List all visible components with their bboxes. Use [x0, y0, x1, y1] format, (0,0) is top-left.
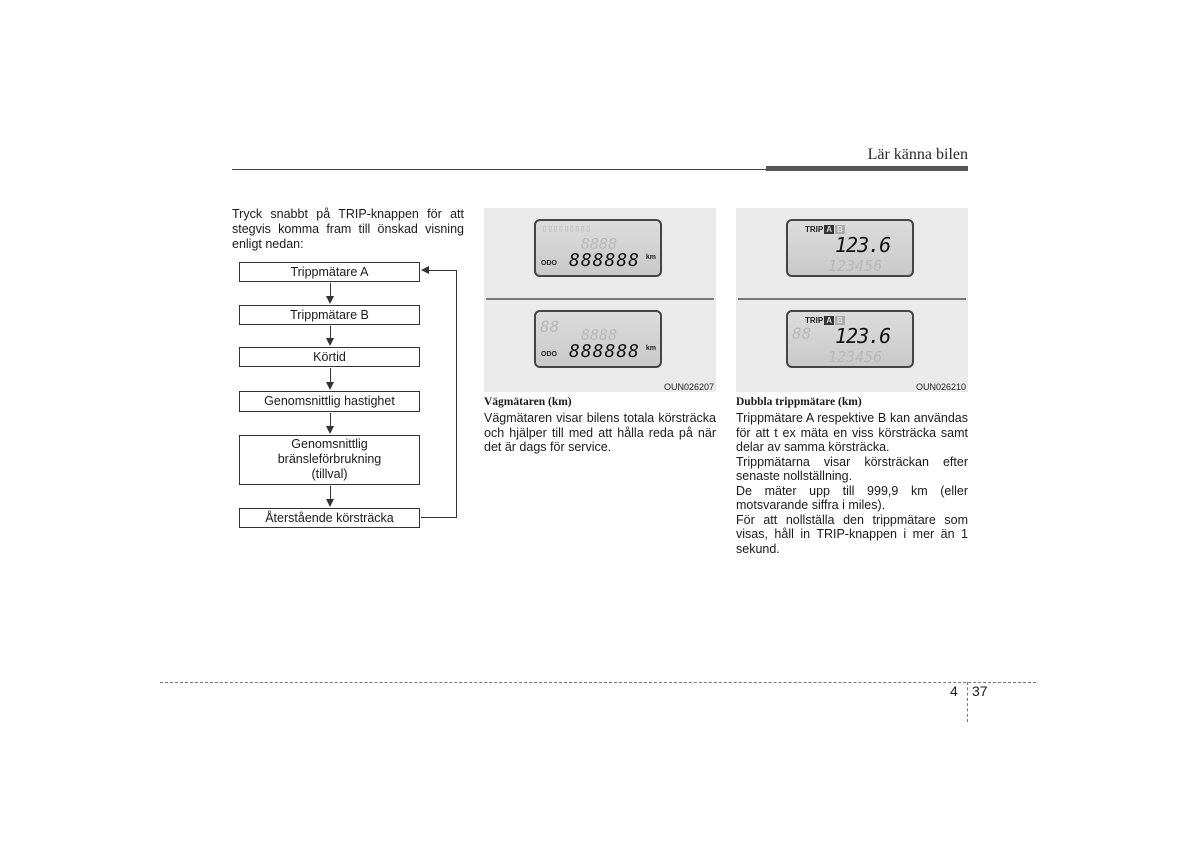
flow-step-trip-b [239, 305, 420, 325]
flow-connector [330, 486, 331, 500]
trip-value: 123.6 [835, 233, 891, 257]
figure-odometer [484, 208, 716, 392]
flow-step-label: (tillval) [311, 467, 348, 481]
paragraph: Trippmätare A respektive B kan användas för att t ex mäta en viss körsträcka samt delar av samma körsträcka. [736, 411, 968, 454]
odo-label: ODO [541, 260, 557, 267]
unit-label: km [645, 345, 656, 352]
lcd-display-trip [786, 310, 914, 368]
figure-divider [738, 298, 966, 300]
flow-loop-line [456, 270, 457, 518]
lcd-ghost-segments: 8888 [581, 235, 618, 253]
flow-step-label: Genomsnittlig [291, 437, 368, 451]
trip-a-badge: A [826, 225, 833, 234]
paragraph: Trippmätarna visar körsträckan efter senaste nollställning. [736, 454, 968, 483]
figure-trip-meter [736, 208, 968, 392]
flow-step-remaining-distance [239, 508, 420, 528]
flow-step-label: bränsleförbrukning [277, 452, 382, 466]
lcd-ghost-segments: 123456 [828, 348, 883, 366]
lcd-ghost-segments: 123456 [828, 257, 883, 275]
flow-step-average-speed [239, 391, 420, 412]
odo-value: 888888 [569, 341, 641, 362]
unit-label: km [645, 254, 656, 261]
figure-divider [486, 298, 714, 300]
lcd-ghost-segments: 8888 [581, 326, 618, 344]
trip-a-badge: A [826, 316, 833, 325]
arrow-down-icon [326, 296, 334, 304]
flow-step-trip-a [239, 262, 420, 282]
flow-connector [330, 368, 331, 383]
flow-loop-line [421, 517, 456, 518]
flow-loop-line [429, 270, 457, 271]
flow-step-label: Genomsnittlig hastighet [264, 394, 395, 408]
figure-code: OUN026210 [915, 382, 966, 392]
odo-value: 888888 [569, 250, 641, 271]
flow-step-drive-time [239, 347, 420, 367]
arrow-down-icon [326, 426, 334, 434]
flow-connector [330, 283, 331, 297]
caption-title: Vägmätaren (km) [484, 396, 572, 408]
lcd-ghost-segments: 88 [540, 317, 560, 336]
lcd-display-odometer [534, 219, 662, 277]
arrow-down-icon [326, 338, 334, 346]
header-accent-bar [766, 166, 968, 171]
flow-step-label: Trippmätare A [290, 265, 369, 279]
paragraph: Vägmätaren visar bilens totala körsträcka och hjälper till med att hålla reda på när det är dags för service. [484, 411, 716, 454]
arrow-down-icon [326, 382, 334, 390]
lcd-display-odometer [534, 310, 662, 368]
trip-value: 123.6 [835, 324, 891, 348]
section-title: Lär känna bilen [867, 146, 968, 163]
flow-step-fuel-consumption [239, 435, 420, 485]
intro-paragraph: Tryck snabbt på TRIP-knappen för att stegvis komma fram till önskad visning enligt nedan: [232, 207, 464, 251]
lcd-ghost-segments: 88 [792, 324, 812, 343]
paragraph: De mäter upp till 999,9 km (eller motsvarande siffra i miles). [736, 483, 968, 512]
odo-label: ODO [541, 351, 557, 358]
arrow-down-icon [326, 499, 334, 507]
trip-label: TRIP [805, 316, 824, 325]
flow-connector [330, 413, 331, 427]
trip-label: TRIP [805, 225, 824, 234]
arrow-left-icon [421, 266, 429, 274]
flow-step-label: Återstående körsträcka [265, 511, 394, 525]
lcd-display-trip [786, 219, 914, 277]
chapter-number: 4 [950, 683, 958, 699]
figure-code: OUN026207 [663, 382, 714, 392]
flow-step-label: Trippmätare B [290, 308, 369, 322]
footer-rule [160, 682, 1036, 683]
flow-step-label: Körtid [313, 350, 346, 364]
footer-divider [967, 682, 968, 722]
lcd-ghost-segments: ▯▯▯▯▯▯▯▯▯ [542, 224, 591, 234]
trip-b-badge: B [837, 316, 843, 325]
page-number: 37 [972, 683, 988, 699]
paragraph: För att nollställa den trippmätare som visas, håll in TRIP-knappen i mer än 1 sekund. [736, 512, 968, 556]
caption-title: Dubbla trippmätare (km) [736, 396, 862, 408]
caption-body [484, 411, 716, 455]
caption-body [736, 411, 968, 556]
trip-b-badge: B [837, 225, 843, 234]
